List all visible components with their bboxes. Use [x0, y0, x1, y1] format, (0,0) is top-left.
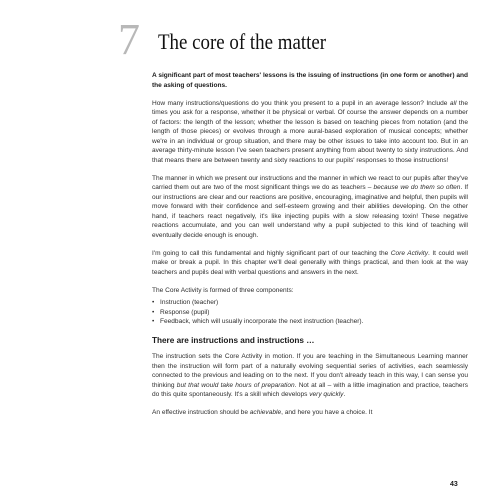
chapter-title: The core of the matter — [158, 29, 327, 54]
list-item: • Instruction (teacher) — [152, 298, 468, 308]
text-span: . — [343, 391, 346, 398]
emphasis: achievable — [249, 409, 282, 416]
text-span: I'm going to call this fundamental and highly significant part of our teaching the — [152, 249, 391, 257]
paragraph-manner — [152, 174, 468, 241]
emphasis: all — [449, 99, 457, 107]
emphasis: because we do them so often — [373, 184, 461, 191]
text-span: An effective instruction should be — [152, 409, 250, 416]
text-span: . Not at all – with a little imagination and practice, teachers do this quite spontaneously. It's a skill which develops — [152, 381, 468, 398]
section-heading: There are instructions and instructions … — [152, 336, 315, 345]
chapter-body — [152, 71, 468, 426]
text-span: How many instructions/questions do you think you present to a pupil in an average lesson? Include — [152, 99, 450, 107]
text-span: , and here you have a choice. It — [281, 409, 373, 416]
chapter-number: 7 — [118, 15, 140, 64]
paragraph-instructions-count — [152, 99, 468, 166]
paragraph-components-intro: The Core Activity is formed of three components: — [152, 286, 294, 294]
paragraph-instruction-sets — [152, 352, 468, 400]
paragraph-core-activity — [152, 249, 468, 278]
components-list — [152, 298, 468, 327]
text-span: . If our instructions are clear and our reactions are positive, encouraging, imaginative and helpful, then pupils will move forward with their confidence and self-esteem growing and their abilities developing. On the other hand, if teachers react negatively, it's like injecting pupils with a slow releasing toxin! These negative reactions accumulate, and you can well understand why a pupil subjected to this kind of teaching will eventually decide enough is enough. — [152, 184, 469, 239]
chapter-header — [118, 15, 458, 64]
text-span: . It could well make or break a pupil. In this chapter we'll deal generally with things practical, and then look at the way teachers and pupils deal with verbal questions and answers in the next. — [152, 249, 468, 276]
emphasis: very quickly — [309, 391, 344, 398]
intro-paragraph: A significant part of most teachers' lessons is the issuing of instructions (in one form or another) and the asking of questions. — [152, 72, 468, 89]
list-item: • Response (pupil) — [152, 308, 468, 318]
emphasis: Core Activity — [390, 249, 428, 257]
list-item: • Feedback, which will usually incorporate the next instruction (teacher). — [152, 317, 468, 327]
text-span: The instruction sets the Core Activity in motion. If you are teaching in the Simultaneous Learning manner then the instruction will form part of a naturally evolving sequential series of activities, each seamlessly connected to the previous and leading on to the next. If you don't already teach in this way, I can sense you thinking — [152, 353, 468, 389]
text-span: The manner in which we present our instructions and the manner in which we react to our pupils after they've carried them out are two of the most significant things we do as teachers – — [152, 174, 468, 191]
emphasis: but that would take hours of preparation — [176, 381, 295, 389]
text-span: the times you ask for a response, whether it be physical or verbal. Of course the answer depends on a number of factors: the length of the lesson; whether the lesson is based on teaching pieces from notation (and the length of those pieces) or evolves through a more aural-based exploration of musical concepts; whether we're in an individual or group situation, and there may be other issues to take into account too. But in an average thirty-minute lesson I've seen teachers present anything from about twenty to sixty instructions. And that means there are between twenty and sixty reactions to our pupils' responses to those instructions! — [152, 99, 468, 164]
page-number: 43 — [450, 481, 458, 488]
paragraph-effective-instruction — [152, 408, 468, 418]
